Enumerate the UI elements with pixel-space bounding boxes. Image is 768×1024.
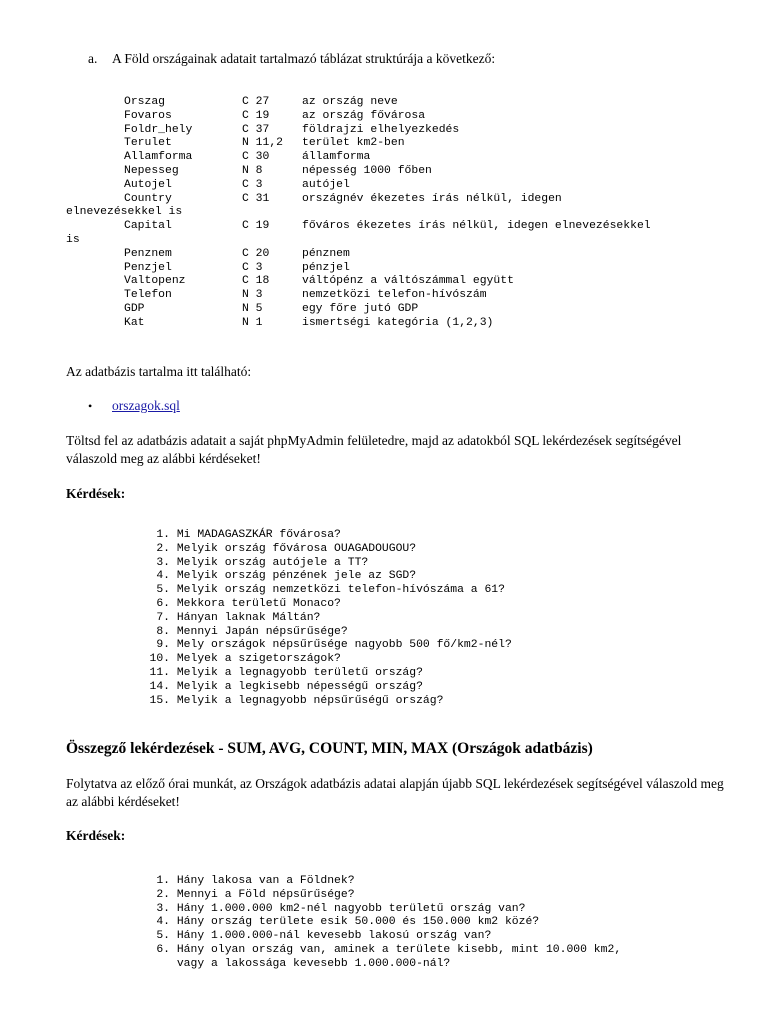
question-text-cont: vagy a lakossága kevesebb 1.000.000-nál? (176, 957, 451, 970)
question-number: 6. (156, 943, 170, 956)
question-item (136, 667, 512, 681)
question-number: 4. (156, 570, 170, 583)
question-text: Melyek a szigetországok? (176, 653, 341, 666)
field-desc: az ország fővárosa (302, 109, 426, 122)
question-item (136, 612, 512, 626)
question-text: Melyik ország nemzetközi telefon-hívószáma a 61? (176, 584, 505, 597)
field-row (66, 137, 651, 151)
field-desc-continuation: is (66, 233, 80, 246)
field-type: C 31 (242, 192, 270, 205)
question-item (136, 570, 512, 584)
field-type: C 18 (242, 275, 270, 288)
question-number: 2. (156, 888, 170, 901)
field-type: C 27 (242, 96, 270, 108)
field-row (66, 317, 651, 331)
field-row (66, 110, 651, 124)
question-text: Mennyi a Föld népsűrűsége? (176, 888, 355, 901)
question-number: 5. (156, 584, 170, 597)
field-name: Penzjel (124, 261, 172, 274)
question-number: 4. (156, 916, 170, 929)
field-type: C 37 (242, 123, 270, 136)
question-text-pad (170, 584, 177, 596)
field-desc: terület km2-ben (302, 137, 405, 150)
field-desc: pénzjel (302, 261, 350, 274)
question-number: 2. (156, 542, 170, 555)
field-row (66, 289, 651, 303)
field-row (66, 193, 651, 207)
question-text-pad (170, 681, 177, 693)
structure-table (66, 96, 651, 331)
field-type: C 3 (242, 178, 263, 191)
questions-list-2 (136, 875, 621, 972)
question-text: Melyik a legnagyobb területű ország? (176, 666, 423, 679)
question-number: 10. (149, 653, 170, 666)
question-number: 3. (156, 902, 170, 915)
question-text: Melyik ország pénzének jele az SGD? (176, 570, 417, 583)
intro-line (88, 51, 495, 67)
field-name: Telefon (124, 289, 172, 302)
field-name: Kat (124, 316, 145, 329)
question-number: 7. (156, 611, 170, 624)
field-type: N 3 (242, 289, 263, 302)
upload-text: Töltsd fel az adatbázis adatait a saját phpMyAdmin felületedre, majd az adatokból SQL lekérdezések segítségével válaszold meg az alábbi kérdéseket! (66, 433, 682, 466)
field-desc: országnév ékezetes írás nélkül, idegen (302, 192, 562, 205)
question-text: Hány 1.000.000 km2-nél nagyobb területű ország van? (176, 902, 526, 915)
field-name: Foldr_hely (124, 123, 193, 136)
question-item (136, 543, 512, 557)
question-text: Hány ország területe esik 50.000 és 150.000 km2 közé? (176, 916, 540, 929)
question-number: 1. (156, 529, 170, 541)
field-type: C 20 (242, 247, 270, 260)
question-item (136, 875, 621, 889)
field-name: Country (124, 192, 172, 205)
field-desc: főváros ékezetes írás nélkül, idegen elnevezésekkel (302, 220, 651, 233)
orszagok-sql-link[interactable]: orszagok.sql (112, 398, 180, 413)
field-row (66, 248, 651, 262)
question-item (136, 639, 512, 653)
question-text-pad (170, 543, 177, 555)
question-text: Mennyi Japán népsűrűsége? (176, 625, 348, 638)
question-item (136, 598, 512, 612)
intro-text: A Föld országainak adatait tartalmazó táblázat struktúrája a következő: (112, 51, 496, 66)
question-item (136, 889, 621, 903)
question-text-pad (170, 626, 177, 638)
question-number: 3. (156, 556, 170, 569)
field-desc: ismertségi kategória (1,2,3) (302, 316, 494, 329)
field-name: Fovaros (124, 109, 172, 122)
field-desc: autójel (302, 178, 350, 191)
field-desc: államforma (302, 151, 371, 164)
question-text: Mely országok népsűrűsége nagyobb 500 fő/km2-nél? (176, 639, 512, 652)
question-text-pad (170, 889, 177, 901)
field-type: N 8 (242, 164, 263, 177)
field-name: GDP (124, 302, 145, 315)
question-text-pad (170, 653, 177, 665)
question-number: 1. (156, 875, 170, 887)
field-name: Penznem (124, 247, 172, 260)
question-text-pad (170, 916, 177, 928)
field-name: Terulet (124, 137, 172, 150)
field-row (66, 303, 651, 317)
question-text-pad (170, 944, 177, 956)
question-text-pad (170, 570, 177, 582)
question-text-pad (170, 903, 177, 915)
question-item (136, 916, 621, 930)
question-number: 14. (149, 680, 170, 693)
field-desc: az ország neve (302, 96, 398, 108)
question-text: Melyik ország autójele a TT? (176, 556, 369, 569)
field-type: N 5 (242, 302, 263, 315)
question-text: Melyik a legnagyobb népsűrűségű ország? (176, 694, 444, 707)
question-number: 15. (149, 694, 170, 707)
field-name: Orszag (124, 96, 166, 108)
question-text-pad (170, 639, 177, 651)
field-desc: földrajzi elhelyezkedés (302, 123, 460, 136)
question-text-pad (170, 598, 177, 610)
field-desc: váltópénz a váltószámmal együtt (302, 275, 514, 288)
question-number: 8. (156, 625, 170, 638)
question-item (136, 903, 621, 917)
field-row (66, 96, 651, 110)
questions-list-1 (136, 529, 512, 708)
question-number: 6. (156, 597, 170, 610)
question-text-pad (170, 529, 177, 541)
question-item (136, 584, 512, 598)
field-desc-continuation: elnevezésekkel is (66, 206, 183, 219)
question-item (136, 695, 512, 709)
field-row (66, 151, 651, 165)
continue-text: Folytatva az előző órai munkát, az Országok adatbázis adatai alapján újabb SQL lekérdezések segítségével válaszold meg az alábbi kérdéseket! (66, 776, 724, 809)
question-text: Mi MADAGASZKÁR fővárosa? (176, 529, 341, 541)
question-item (136, 557, 512, 571)
question-text: Hány lakosa van a Földnek? (176, 875, 355, 887)
field-name: Capital (124, 220, 172, 233)
db-text: Az adatbázis tartalma itt található: (66, 364, 252, 379)
field-type: C 30 (242, 151, 270, 164)
field-row (66, 179, 651, 193)
field-type: C 19 (242, 220, 270, 233)
question-item (136, 653, 512, 667)
question-text: Hány 1.000.000-nál kevesebb lakosú ország van? (176, 930, 492, 943)
question-text-pad (170, 875, 177, 887)
field-desc: pénznem (302, 247, 350, 260)
question-item (136, 626, 512, 640)
question-text: Melyik a legkisebb népességű ország? (176, 680, 423, 693)
question-number: 9. (156, 639, 170, 652)
questions-label-2: Kérdések: (66, 828, 126, 843)
question-number: 5. (156, 930, 170, 943)
field-name: Autojel (124, 178, 172, 191)
questions-label-1: Kérdések: (66, 486, 126, 501)
field-type: C 19 (242, 109, 270, 122)
field-name: Nepesseg (124, 164, 179, 177)
field-row (66, 220, 651, 234)
field-name: Allamforma (124, 151, 193, 164)
field-type: N 1 (242, 316, 263, 329)
question-text-pad (170, 930, 177, 942)
field-name: Valtopenz (124, 275, 186, 288)
section-heading: Összegző lekérdezések - SUM, AVG, COUNT, MIN, MAX (Országok adatbázis) (66, 740, 593, 757)
field-type: N 11,2 (242, 137, 284, 150)
question-text: Mekkora területű Monaco? (176, 597, 341, 610)
question-item (136, 944, 621, 958)
field-row (66, 124, 651, 138)
question-text: Hány olyan ország van, aminek a területe kisebb, mint 10.000 km2, (176, 943, 622, 956)
field-desc: népesség 1000 főben (302, 164, 432, 177)
field-type: C 3 (242, 261, 263, 274)
field-row (66, 275, 651, 289)
question-text-pad (170, 557, 177, 569)
question-text-pad (170, 958, 177, 970)
question-text-pad (170, 612, 177, 624)
field-desc: nemzetközi telefon-hívószám (302, 289, 487, 302)
question-continuation (136, 958, 621, 972)
field-row (66, 165, 651, 179)
question-text-pad (170, 667, 177, 679)
bullet-icon: • (88, 399, 93, 413)
question-item (136, 529, 512, 543)
question-text: Melyik ország fővárosa OUAGADOUGOU? (176, 542, 417, 555)
question-text: Hányan laknak Máltán? (176, 611, 321, 624)
db-link-item (88, 398, 180, 414)
question-text-pad (170, 695, 177, 707)
question-item (136, 681, 512, 695)
field-desc: egy főre jutó GDP (302, 302, 419, 315)
list-marker: a. (88, 51, 98, 66)
question-item (136, 930, 621, 944)
field-row (66, 262, 651, 276)
question-number: 11. (149, 666, 170, 679)
